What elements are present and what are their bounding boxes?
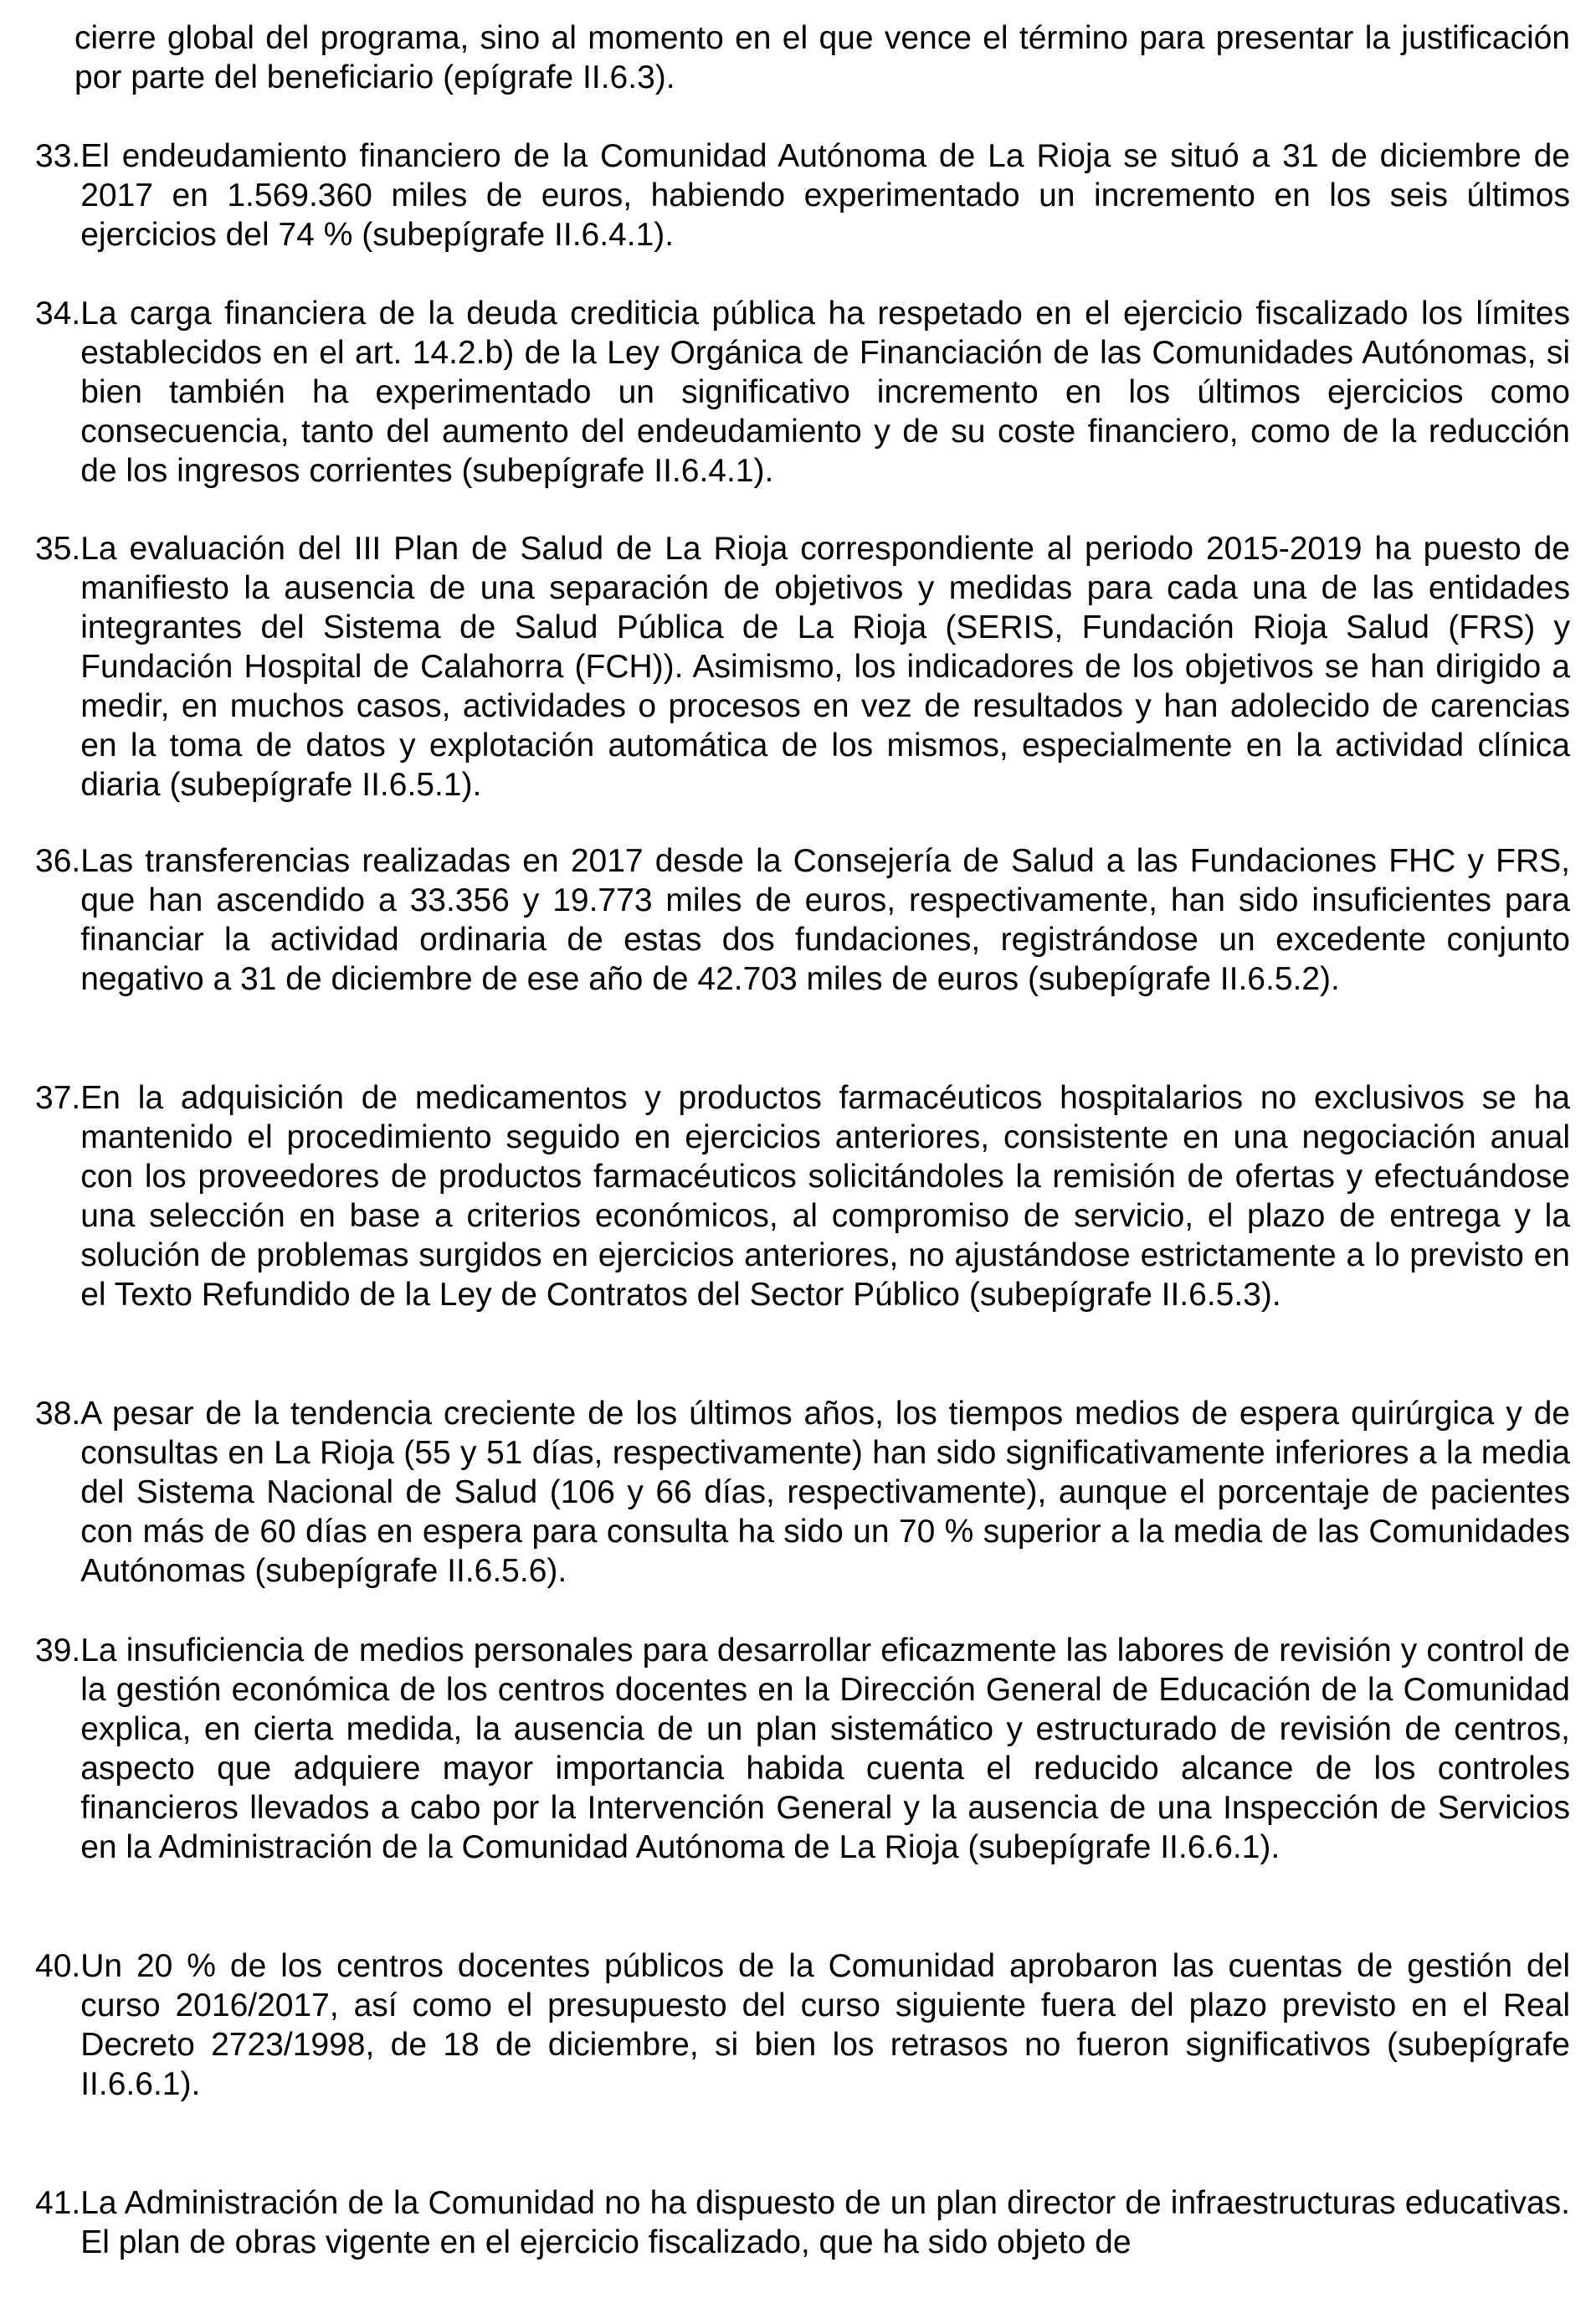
numbered-paragraph-36	[35, 841, 1570, 999]
paragraph-number: 35.	[35, 531, 81, 567]
paragraph-text: La evaluación del III Plan de Salud de La Rioja correspondiente al periodo 2015-2019 ha puesto de manifiesto la ausencia de una separación de objetivos y medidas para cada una de las entidades integrantes del Sistema de Salud Pública de La Rioja (SERIS, Fundación Rioja Salud (FRS) y Fundación Hospital de Calahorra (FCH)). Asimismo, los indicadores de los objetivos se han dirigido a medir, en muchos casos, actividades o procesos en vez de resultados y han adolecido de carencias en la toma de datos y explotación automática de los mismos, especialmente en la actividad clínica diaria (subepígrafe II.6.5.1).	[80, 531, 1570, 803]
paragraph-text: En la adquisición de medicamentos y productos farmacéuticos hospitalarios no exclusivos se ha mantenido el procedimiento seguido en ejercicios anteriores, consistente en una negociación anual con los proveedores de productos farmacéuticos solicitándoles la remisión de ofertas y efectuándose una selección en base a criterios económicos, al compromiso de servicio, el plazo de entrega y la solución de problemas surgidos en ejercicios anteriores, no ajustándose estrictamente a lo previsto en el Texto Refundido de la Ley de Contratos del Sector Público (subepígrafe II.6.5.3).	[80, 1080, 1570, 1313]
paragraph-number: 40.	[35, 1948, 81, 1984]
paragraph-text: Las transferencias realizadas en 2017 desde la Consejería de Salud a las Fundaciones FHC y FRS, que han ascendido a 33.356 y 19.773 miles de euros, respectivamente, han sido insuficientes para financiar la actividad ordinaria de estas dos fundaciones, registrándose un excedente conjunto negativo a 31 de diciembre de ese año de 42.703 miles de euros (subepígrafe II.6.5.2).	[80, 843, 1570, 997]
paragraph-number: 36.	[35, 843, 81, 879]
numbered-paragraph-33	[35, 136, 1570, 255]
numbered-paragraph-34	[35, 294, 1570, 491]
paragraph-text: A pesar de la tendencia creciente de los últimos años, los tiempos medios de espera quirúrgica y de consultas en La Rioja (55 y 51 días, respectivamente) han sido significativamente inferiores a la media del Sistema Nacional de Salud (106 y 66 días, respectivamente), aunque el porcentaje de pacientes con más de 60 días en espera para consulta ha sido un 70 % superior a la media de las Comunidades Autónomas (subepígrafe II.6.5.6).	[80, 1396, 1570, 1589]
paragraph-text: La carga financiera de la deuda crediticia pública ha respetado en el ejercicio fiscalizado los límites establecidos en el art. 14.2.b) de la Ley Orgánica de Financiación de las Comunidades Autónomas, si bien también ha experimentado un significativo incremento en los últimos ejercicios como consecuencia, tanto del aumento del endeudamiento y de su coste financiero, como de la reducción de los ingresos corrientes (subepígrafe II.6.4.1).	[80, 296, 1570, 489]
paragraph-number: 33.	[35, 138, 81, 174]
paragraph-number: 38.	[35, 1396, 81, 1432]
paragraph-text: La Administración de la Comunidad no ha dispuesto de un plan director de infraestructuras educativas. El plan de obras vigente en el ejercicio fiscalizado, que ha sido objeto de	[80, 2185, 1570, 2260]
paragraph-number: 34.	[35, 296, 81, 332]
numbered-paragraph-39	[35, 1631, 1570, 1867]
numbered-paragraph-35	[35, 529, 1570, 805]
paragraph-number: 37.	[35, 1080, 81, 1116]
paragraph-text: Un 20 % de los centros docentes públicos de la Comunidad aprobaron las cuentas de gestión del curso 2016/2017, así como el presupuesto del curso siguiente fuera del plazo previsto en el Real Decreto 2723/1998, de 18 de diciembre, si bien los retrasos no fueron significativos (subepígrafe II.6.6.1).	[80, 1948, 1570, 2102]
numbered-paragraph-37	[35, 1078, 1570, 1314]
paragraph-text: El endeudamiento financiero de la Comunidad Autónoma de La Rioja se situó a 31 de diciembre de 2017 en 1.569.360 miles de euros, habiendo experimentado un incremento en los seis últimos ejercicios del 74 % (subepígrafe II.6.4.1).	[80, 138, 1570, 253]
paragraph-number: 39.	[35, 1632, 81, 1668]
continuation-paragraph: cierre global del programa, sino al momento en el que vence el término para presentar la justificación por parte del beneficiario (epígrafe II.6.3).	[74, 20, 1570, 95]
numbered-paragraph-41	[35, 2183, 1570, 2262]
paragraph-text: La insuficiencia de medios personales para desarrollar eficazmente las labores de revisión y control de la gestión económica de los centros docentes en la Dirección General de Educación de la Comunidad explica, en cierta medida, la ausencia de un plan sistemático y estructurado de revisión de centros, aspecto que adquiere mayor importancia habida cuenta el reducido alcance de los controles financieros llevados a cabo por la Intervención General y la ausencia de una Inspección de Servicios en la Administración de la Comunidad Autónoma de La Rioja (subepígrafe II.6.6.1).	[80, 1632, 1570, 1865]
paragraph-number: 41.	[35, 2185, 81, 2221]
numbered-paragraph-40	[35, 1946, 1570, 2104]
numbered-paragraph-38	[35, 1394, 1570, 1591]
